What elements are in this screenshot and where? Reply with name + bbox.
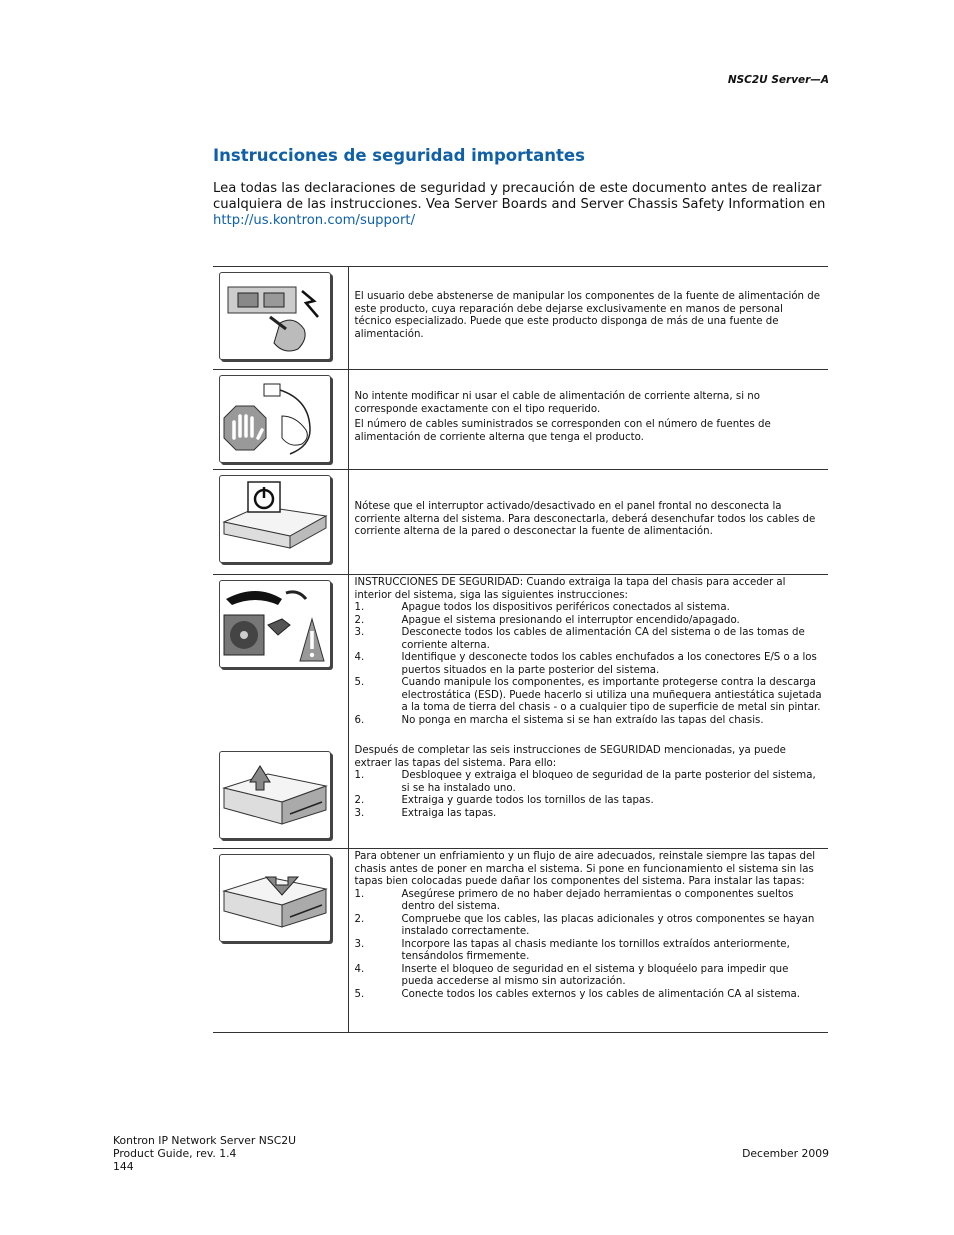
safety-row xyxy=(213,575,828,849)
ac-cord-stop-hand-icon xyxy=(219,375,331,463)
icon-cell xyxy=(213,849,348,1033)
row-paragraph: Nótese que el interruptor activado/desactivado en el panel frontal no desconecta la corriente alterna del sistema. Para desconectarla, deberá desenchufar todos los cables de corriente alterna de la pared o desconectar la fuente de alimentación. xyxy=(354,501,816,537)
power-switch-chassis-icon xyxy=(219,475,331,563)
intro-paragraph xyxy=(213,181,833,228)
row-paragraph: El número de cables suministrados se corresponden con el número de fuentes de alimentación de corriente alterna que tenga el producto. xyxy=(354,419,771,443)
list-item: 4. Inserte el bloqueo de seguridad en el sistema y bloquéelo para impedir que pueda accederse al mismo sin autorización. xyxy=(354,963,789,987)
list-item: 1. Asegúrese primero de no haber dejado herramientas o componentes sueltos dentro del sistema. xyxy=(354,888,794,912)
icon-cell xyxy=(213,470,348,575)
list-item: 1. Desbloquee y extraiga el bloqueo de seguridad de la parte posterior del sistema, si se ha instalado uno. xyxy=(354,770,816,794)
icon-cell xyxy=(213,575,348,849)
page-number: 144 xyxy=(113,1160,134,1174)
power-supply-shock-icon xyxy=(219,272,331,360)
row-intro: Después de completar las seis instrucciones de SEGURIDAD mencionadas, ya puede extraer las tapas del sistema. Para ello: xyxy=(354,745,786,769)
safety-row xyxy=(213,267,828,370)
safety-row xyxy=(213,370,828,470)
list-item: 2. Apague el sistema presionando el interruptor encendido/apagado. xyxy=(354,614,740,626)
running-header: NSC2U Server—A xyxy=(727,74,829,86)
safety-row xyxy=(213,470,828,575)
step-list xyxy=(355,889,823,1002)
list-item: 5. Cuando manipule los componentes, es importante protegerse contra la descarga electrostática (ESD). Puede hacerlo si utiliza una muñequera antiestática sujetada a la toma de tierra del chasis - o a cualquier tipo de superficie de metal sin pintar. xyxy=(354,677,822,713)
list-item: 2. Compruebe que los cables, las placas adicionales y otros componentes se hayan instalado correctamente. xyxy=(354,913,815,937)
remove-cover-icon xyxy=(219,751,331,839)
row-intro: INSTRUCCIONES DE SEGURIDAD: Cuando extraiga la tapa del chasis para acceder al interior del sistema, siga las siguientes instrucciones: xyxy=(354,577,786,601)
text-cell xyxy=(348,370,828,470)
list-item: 2. Extraiga y guarde todos los tornillos de las tapas. xyxy=(354,795,654,806)
safety-row xyxy=(213,849,828,1033)
list-item: 3. Extraiga las tapas. xyxy=(354,807,497,819)
icon-cell xyxy=(213,370,348,470)
footer-left xyxy=(113,1134,296,1174)
intro-text: Lea todas las declaraciones de seguridad y precaución de este documento antes de realizar cualquiera de las instrucciones. Vea Server Boards and Server Chassis Safety Information en xyxy=(213,181,826,212)
footer-date: December 2009 xyxy=(742,1147,829,1160)
section-title: Instrucciones de seguridad importantes xyxy=(213,146,585,165)
step-list xyxy=(355,602,823,727)
text-cell xyxy=(348,470,828,575)
disconnect-cables-caution-icon xyxy=(219,580,331,668)
step-list xyxy=(355,770,823,820)
footer-guide: Product Guide, rev. 1.4 xyxy=(113,1147,237,1161)
list-item: 6. No ponga en marcha el sistema si se han extraído las tapas del chasis. xyxy=(354,714,764,726)
icon-cell xyxy=(213,267,348,370)
install-cover-icon xyxy=(219,854,331,942)
support-link[interactable]: http://us.kontron.com/support/ xyxy=(213,212,416,228)
row-paragraph: No intente modificar ni usar el cable de alimentación de corriente alterna, si no corresponde exactamente con el tipo requerido. xyxy=(354,391,760,415)
text-cell xyxy=(348,575,828,849)
list-item: 3. Desconecte todos los cables de alimentación CA del sistema o de las tomas de corriente alterna. xyxy=(354,627,805,651)
list-item: 1. Apague todos los dispositivos periféricos conectados al sistema. xyxy=(354,602,730,613)
text-cell xyxy=(348,849,828,1033)
footer-product: Kontron IP Network Server NSC2U xyxy=(113,1134,297,1147)
list-item: 3. Incorpore las tapas al chasis mediante los tornillos extraídos anteriormente, tensándolos firmemente. xyxy=(354,938,790,962)
row-paragraph: El usuario debe abstenerse de manipular los componentes de la fuente de alimentación de este producto, cuya reparación debe dejarse exclusivamente en manos de personal técnico especializado. Puede que este producto disponga de más de una fuente de alimentación. xyxy=(354,291,820,340)
text-cell xyxy=(348,267,828,370)
safety-table xyxy=(213,266,828,1033)
row-intro: Para obtener un enfriamiento y un flujo de aire adecuados, reinstale siempre las tapas del chasis antes de poner en marcha el sistema. Si pone en funcionamiento el sistema sin las tapas bien colocadas puede dañar los componentes del sistema. Para instalar las tapas: xyxy=(354,851,816,887)
list-item: 4. Identifique y desconecte todos los cables enchufados a los conectores E/S o a los puertos situados en la parte posterior del sistema. xyxy=(354,652,817,676)
list-item: 5. Conecte todos los cables externos y los cables de alimentación CA al sistema. xyxy=(354,988,801,1000)
